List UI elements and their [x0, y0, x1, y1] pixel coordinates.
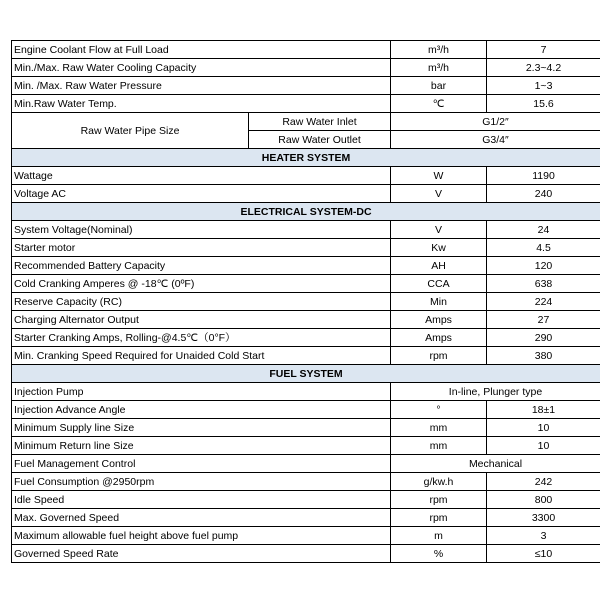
unit-cell: W: [391, 167, 487, 185]
unit-cell: bar: [391, 77, 487, 95]
spec-table: [11, 40, 600, 563]
param-cell: Reserve Capacity (RC): [12, 293, 391, 311]
table-row: [12, 59, 600, 77]
value-cell: 10: [487, 419, 600, 437]
unit-cell: m³/h: [391, 59, 487, 77]
table-row: [12, 527, 600, 545]
section-title: HEATER SYSTEM: [12, 149, 600, 167]
table-row: [12, 419, 600, 437]
pipe-inlet-label: Raw Water Inlet: [249, 113, 391, 131]
param-cell: Cold Cranking Amperes @ -18℃ (0ºF): [12, 275, 391, 293]
table-row: [12, 455, 600, 473]
unit-cell: ℃: [391, 95, 487, 113]
param-cell: Minimum Return line Size: [12, 437, 391, 455]
table-row: [12, 311, 600, 329]
unit-cell: rpm: [391, 491, 487, 509]
unit-cell: V: [391, 185, 487, 203]
param-cell: Wattage: [12, 167, 391, 185]
unit-cell: Kw: [391, 239, 487, 257]
table-row: [12, 239, 600, 257]
value-cell: 242: [487, 473, 600, 491]
value-cell: 2.3~4.2: [487, 59, 600, 77]
table-row: [12, 77, 600, 95]
section-title: ELECTRICAL SYSTEM-DC: [12, 203, 600, 221]
value-cell: 240: [487, 185, 600, 203]
param-cell: Min./Max. Raw Water Cooling Capacity: [12, 59, 391, 77]
value-cell: 4.5: [487, 239, 600, 257]
value-cell: 1190: [487, 167, 600, 185]
value-cell: ≤10: [487, 545, 600, 563]
value-cell: 120: [487, 257, 600, 275]
table-row: [12, 401, 600, 419]
value-cell: 18±1: [487, 401, 600, 419]
spec-table-body: [12, 41, 600, 563]
table-row: [12, 491, 600, 509]
param-cell: System Voltage(Nominal): [12, 221, 391, 239]
table-row: [12, 41, 600, 59]
table-row: [12, 437, 600, 455]
table-row: [12, 167, 600, 185]
table-row: [12, 383, 600, 401]
pipe-outlet-value: G3/4″: [391, 131, 600, 149]
value-cell: 24: [487, 221, 600, 239]
unit-cell: CCA: [391, 275, 487, 293]
pipe-inlet-value: G1/2″: [391, 113, 600, 131]
pipe-size-label: Raw Water Pipe Size: [12, 113, 249, 149]
unit-cell: m: [391, 527, 487, 545]
table-row: [12, 185, 600, 203]
param-cell: Voltage AC: [12, 185, 391, 203]
value-cell: 800: [487, 491, 600, 509]
param-cell: Injection Advance Angle: [12, 401, 391, 419]
value-cell: 3: [487, 527, 600, 545]
unit-cell: g/kw.h: [391, 473, 487, 491]
unit-cell: °: [391, 401, 487, 419]
table-row: [12, 257, 600, 275]
value-cell: 638: [487, 275, 600, 293]
param-cell: Maximum allowable fuel height above fuel pump: [12, 527, 391, 545]
table-row: [12, 95, 600, 113]
value-cell: In-line, Plunger type: [391, 383, 600, 401]
table-row: [12, 509, 600, 527]
value-cell: 10: [487, 437, 600, 455]
pipe-outlet-label: Raw Water Outlet: [249, 131, 391, 149]
table-row: [12, 293, 600, 311]
value-cell: 3300: [487, 509, 600, 527]
param-cell: Injection Pump: [12, 383, 391, 401]
value-cell: 1~3: [487, 77, 600, 95]
param-cell: Minimum Supply line Size: [12, 419, 391, 437]
param-cell: Min. /Max. Raw Water Pressure: [12, 77, 391, 95]
unit-cell: Min: [391, 293, 487, 311]
param-cell: Min.Raw Water Temp.: [12, 95, 391, 113]
param-cell: Charging Alternator Output: [12, 311, 391, 329]
value-cell: 224: [487, 293, 600, 311]
unit-cell: AH: [391, 257, 487, 275]
value-cell: 290: [487, 329, 600, 347]
param-cell: Starter motor: [12, 239, 391, 257]
param-cell: Idle Speed: [12, 491, 391, 509]
unit-cell: V: [391, 221, 487, 239]
electrical-section-header: [12, 203, 600, 221]
param-cell: Governed Speed Rate: [12, 545, 391, 563]
table-row: [12, 347, 600, 365]
unit-cell: Amps: [391, 311, 487, 329]
param-cell: Fuel Consumption @2950rpm: [12, 473, 391, 491]
table-row: [12, 221, 600, 239]
param-cell: Max. Governed Speed: [12, 509, 391, 527]
section-title: FUEL SYSTEM: [12, 365, 600, 383]
table-row: [12, 275, 600, 293]
unit-cell: mm: [391, 437, 487, 455]
param-cell: Recommended Battery Capacity: [12, 257, 391, 275]
unit-cell: %: [391, 545, 487, 563]
unit-cell: m³/h: [391, 41, 487, 59]
value-cell: 27: [487, 311, 600, 329]
value-cell: 380: [487, 347, 600, 365]
unit-cell: rpm: [391, 509, 487, 527]
pipe-size-row: [12, 113, 600, 131]
param-cell: Min. Cranking Speed Required for Unaided Cold Start: [12, 347, 391, 365]
value-cell: 7: [487, 41, 600, 59]
value-cell: Mechanical: [391, 455, 600, 473]
table-row: [12, 473, 600, 491]
unit-cell: mm: [391, 419, 487, 437]
param-cell: Fuel Management Control: [12, 455, 391, 473]
unit-cell: Amps: [391, 329, 487, 347]
param-cell: Starter Cranking Amps, Rolling-@4.5℃（0°F）: [12, 329, 391, 347]
unit-cell: rpm: [391, 347, 487, 365]
table-row: [12, 545, 600, 563]
table-row: [12, 329, 600, 347]
fuel-section-header: [12, 365, 600, 383]
value-cell: 15.6: [487, 95, 600, 113]
param-cell: Engine Coolant Flow at Full Load: [12, 41, 391, 59]
heater-section-header: [12, 149, 600, 167]
